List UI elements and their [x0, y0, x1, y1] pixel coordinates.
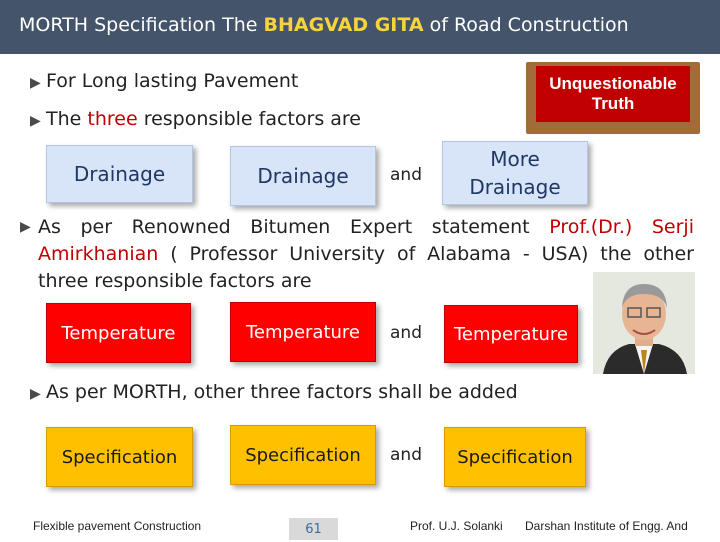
bullet-three-factors: ▶ The three responsible factors are	[30, 108, 361, 130]
expert-photo	[593, 272, 695, 374]
and-label: and	[390, 445, 422, 465]
and-label: and	[390, 165, 422, 185]
expert-name: Prof.(Dr.) Serji	[549, 216, 694, 238]
temperature-box-3: Temperature	[444, 305, 578, 363]
footer-institute: Darshan Institute of Engg. And	[525, 519, 688, 533]
specification-box-2: Specification	[230, 425, 376, 485]
temperature-box-2: Temperature	[230, 302, 376, 362]
footer-course: Flexible pavement Construction	[33, 519, 202, 533]
bullet-arrow-icon: ▶	[30, 113, 41, 129]
drainage-box-1: Drainage	[46, 145, 193, 203]
more-drainage-box: More Drainage	[442, 141, 588, 205]
bullet-arrow-icon: ▶	[20, 219, 31, 235]
slide-title: MORTH Specification The BHAGVAD GITA of Road Construction	[19, 14, 629, 36]
drainage-box-2: Drainage	[230, 146, 376, 206]
specification-box-3: Specification	[444, 427, 586, 487]
expert-statement-paragraph: ▶ As per Renowned Bitumen Expert statement Prof.(Dr.) Serji Amirkhanian ( Professor University of Alabama - USA) the other three responsible factors are	[20, 216, 694, 292]
bullet-morth-factors: ▶ As per MORTH, other three factors shall be added	[30, 381, 518, 403]
title-bar	[0, 0, 720, 54]
title-highlight: BHAGVAD GITA	[263, 14, 424, 36]
bullet-long-lasting: ▶ For Long lasting Pavement	[30, 70, 299, 92]
and-label: and	[390, 323, 422, 343]
three-highlight: three	[87, 108, 138, 130]
footer-author: Prof. U.J. Solanki	[410, 519, 503, 533]
page-number: 61	[289, 518, 338, 540]
bullet-arrow-icon: ▶	[30, 75, 41, 91]
unquestionable-truth-banner: Unquestionable Truth	[526, 62, 700, 134]
specification-box-1: Specification	[46, 427, 193, 487]
temperature-box-1: Temperature	[46, 303, 191, 363]
bullet-arrow-icon: ▶	[30, 386, 41, 402]
